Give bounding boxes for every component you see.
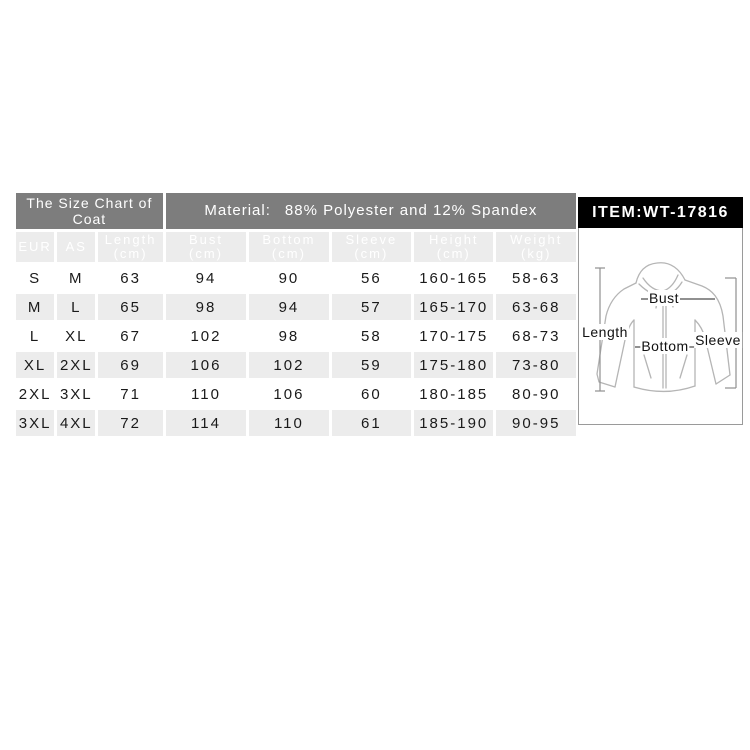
table-row xyxy=(16,410,576,436)
cell: 98 xyxy=(249,323,328,349)
product-panel xyxy=(578,197,743,425)
cell: 73-80 xyxy=(496,352,576,378)
col-header-eur: EUR xyxy=(16,232,54,262)
table-header-row xyxy=(16,193,576,229)
cell: 61 xyxy=(332,410,411,436)
cell: 80-90 xyxy=(496,381,576,407)
cell: 185-190 xyxy=(414,410,493,436)
table-row xyxy=(16,265,576,291)
cell: 102 xyxy=(166,323,246,349)
material-cell xyxy=(166,193,576,229)
cell: L xyxy=(57,294,95,320)
cell: 170-175 xyxy=(414,323,493,349)
cell: 63 xyxy=(98,265,162,291)
right-cuff xyxy=(716,375,730,384)
col-header-height: Height (cm) xyxy=(414,232,493,262)
item-code-bar xyxy=(578,197,743,228)
col-header-bust: Bust (cm) xyxy=(166,232,246,262)
sleeve-label: Sleeve xyxy=(695,332,741,348)
col-header-length: Length (cm) xyxy=(98,232,162,262)
cell: 3XL xyxy=(16,410,54,436)
right-sleeve-outer xyxy=(685,280,730,375)
length-label: Length xyxy=(582,324,628,340)
table-row xyxy=(16,352,576,378)
size-table xyxy=(13,190,579,439)
right-pocket xyxy=(680,355,687,378)
cell: S xyxy=(16,265,54,291)
cell: 2XL xyxy=(16,381,54,407)
col-header-as: AS xyxy=(57,232,95,262)
cell: M xyxy=(57,265,95,291)
cell: 69 xyxy=(98,352,162,378)
chart-title: The Size Chart of Coat xyxy=(16,193,163,229)
cell: 57 xyxy=(332,294,411,320)
cell: M xyxy=(16,294,54,320)
material-value: 88% Polyester and 12% Spandex xyxy=(284,202,538,219)
cell: 94 xyxy=(166,265,246,291)
cell: 180-185 xyxy=(414,381,493,407)
cell: 4XL xyxy=(57,410,95,436)
bottom-label: Bottom xyxy=(641,338,689,354)
table-row xyxy=(16,381,576,407)
cell: 106 xyxy=(249,381,328,407)
jacket-measurement-diagram xyxy=(578,228,743,425)
cell: 72 xyxy=(98,410,162,436)
cell: 98 xyxy=(166,294,246,320)
right-sleeve-inner xyxy=(695,320,716,384)
cell: 65 xyxy=(98,294,162,320)
cell: XL xyxy=(16,352,54,378)
col-header-sleeve: Sleeve (cm) xyxy=(332,232,411,262)
cell: 67 xyxy=(98,323,162,349)
hood-outline xyxy=(636,263,685,283)
cell: 58-63 xyxy=(496,265,576,291)
cell: 56 xyxy=(332,265,411,291)
cell: 68-73 xyxy=(496,323,576,349)
cell: 59 xyxy=(332,352,411,378)
table-row xyxy=(16,294,576,320)
cell: L xyxy=(16,323,54,349)
cell: 110 xyxy=(249,410,328,436)
cell: 60 xyxy=(332,381,411,407)
material-label: Material: xyxy=(204,202,271,219)
col-header-weight: Weight (kg) xyxy=(496,232,576,262)
cell: 175-180 xyxy=(414,352,493,378)
column-header-row xyxy=(16,232,576,262)
cell: 90-95 xyxy=(496,410,576,436)
cell: 71 xyxy=(98,381,162,407)
cell: 160-165 xyxy=(414,265,493,291)
hem xyxy=(634,386,695,391)
size-table-container xyxy=(13,190,579,439)
cell: 94 xyxy=(249,294,328,320)
hood-opening xyxy=(643,275,678,291)
cell: 102 xyxy=(249,352,328,378)
item-code: ITEM:WT-17816 xyxy=(592,203,729,221)
cell: 114 xyxy=(166,410,246,436)
table-body xyxy=(16,265,576,436)
cell: 106 xyxy=(166,352,246,378)
table-row xyxy=(16,323,576,349)
cell: 90 xyxy=(249,265,328,291)
cell: 3XL xyxy=(57,381,95,407)
cell: 2XL xyxy=(57,352,95,378)
cell: 63-68 xyxy=(496,294,576,320)
cell: 165-170 xyxy=(414,294,493,320)
cell: 58 xyxy=(332,323,411,349)
cell: XL xyxy=(57,323,95,349)
left-pocket xyxy=(644,355,651,378)
cell: 110 xyxy=(166,381,246,407)
col-header-bottom: Bottom (cm) xyxy=(249,232,328,262)
bust-label: Bust xyxy=(648,290,680,306)
